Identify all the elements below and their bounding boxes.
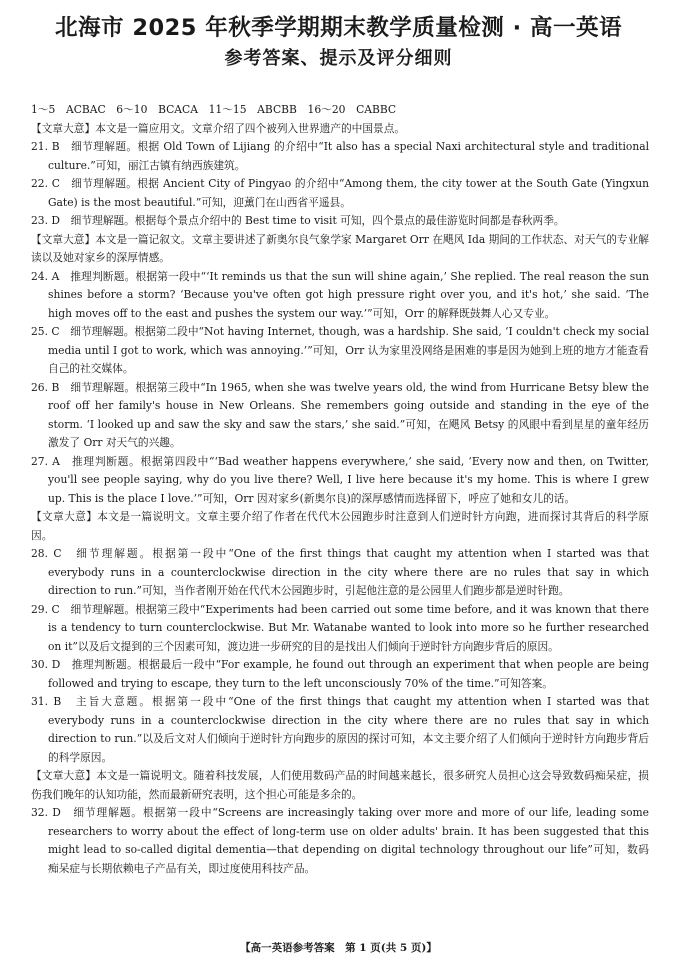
answer-28: 28. C 细节理解题。根据第一段中“One of the first things that caught my attention when I started was that everybody runs in a counterclockwise direction in the city where there are no rules that say in which direction to run.”可知，当作者刚开始在代代木公园跑步时，引起他注意的是公园里人们跑步都是逆时针跑。 [31,547,649,597]
answer-21: 21. B 细节理解题。根据 Old Town of Lijiang 的介绍中“It also has a special Naxi architectural style and traditional culture.”可知，丽江古镇有纳西族建筑。 [31,140,649,172]
answers-line: 1～5 ACBAC 6～10 BCACA 11～15 ABCBB 16～20 CABBC [31,103,397,116]
page-title: 北海市 2025 年秋季学期期末教学质量检测 · 高一英语 [54,15,622,41]
answer-content [31,101,649,878]
answer-23: 23. D 细节理解题。根据每个景点介绍中的 Best time to visit 可知，四个景点的最佳游览时间都是春秋两季。 [31,214,565,227]
answer-25: 25. C 细节理解题。根据第二段中“Not having Internet, though, was a hardship. She said, ‘I couldn't check my social media until I got to work, which was annoying.’”可知，Orr 认为家里没网络是困难的事是因为她到上班的地方才能查看自己的社交媒体。 [31,325,649,375]
page-subtitle: 参考答案、提示及评分细则 [224,48,453,69]
answer-27: 27. A 推理判断题。根据第四段中“‘Bad weather happens everywhere,’ she said, ‘Every now and then, on Twitter, you'll see people saying, why do you live there? Well, I live here because it's my home. This is where I grew up. This is the place I love.’”可知，Orr 因对家乡(新奥尔良)的深厚感情而选择留下，呼应了她和女儿的话。 [31,454,649,505]
answer-24: 24. A 推理判断题。根据第一段中“‘It reminds us that the sun will shine again,’ She replied. The real reason the sun shines before a storm? ‘Because you've often got high pressure right over you, and it's hot,’ she said. ‘The high moves off to the east and pushes the system our way.’”可知，Orr 的解释既鼓舞人心又专业。 [31,269,649,320]
summary-1: 【文章大意】本文是一篇应用文。文章介绍了四个被列入世界遗产的中国景点。 [31,121,406,135]
summary-4: 【文章大意】本文是一篇说明文。随着科技发展，人们使用数码产品的时间越来越长，很多研究人员担心这会导致数码痴呆症，损伤我们晚年的认知功能，然而最新研究表明，这个担心可能是多余的。 [31,769,649,801]
answer-32: 32. D 细节理解题。根据第一段中“Screens are increasingly taking over more and more of our life, leading some researchers to worry about the effect of long-term use on older adults' brain. It has been suggested that this might lead to so-called digital dementia—that depending on digital technology throughout our life”可知，数码痴呆症与长期依赖电子产品有关，即过度使用科技产品。 [31,806,649,875]
answer-29: 29. C 细节理解题。根据第三段中“Experiments had been carried out some time before, and it was known that there is a tendency to turn counterclockwise. But Mr. Watanabe wanted to look into more so he further researched on it”以及后文提到的三个因素可知，渡边进一步研究的目的是找出人们倾向于逆时针方向跑步背后的原因。 [31,602,649,653]
answer-26: 26. B 细节理解题。根据第三段中“In 1965, when she was twelve years old, the wind from Hurricane Betsy blew the roof off her family's house in New Orleans. She remembers going outside and standing in the eye of the storm. ‘I looked up and saw the sky and saw the stars,’ she said.”可知，在飓风 Betsy 的风眼中看到星星的童年经历激发了 Orr 对天气的兴趣。 [31,380,649,449]
answer-22: 22. C 细节理解题。根据 Ancient City of Pingyao 的介绍中“Among them, the city tower at the South Gate (Yingxun Gate) is the most beautiful.”可知，迎薰门在山西省平遥县。 [31,177,649,209]
page-footer: 【高一英语参考答案 第 1 页(共 5 页)】 [240,942,437,954]
answer-30: 30. D 推理判断题。根据最后一段中“For example, he found out through an experiment that when people are being followed and trying to escape, they turn to the left unconsciously 70% of the time.”可知答案。 [31,658,649,690]
answer-31: 31. B 主旨大意题。根据第一段中“One of the first things that caught my attention when I started was that everybody runs in a counterclockwise direction in the city where there are no rules that say in which direction to run.”以及后文对人们倾向于逆时针方向跑步的原因的探讨可知，本文主要介绍了人们倾向于逆时针方向跑步背后的科学原因。 [31,695,649,764]
summary-3: 【文章大意】本文是一篇说明文。文章主要介绍了作者在代代木公园跑步时注意到人们逆时针方向跑，进而探讨其背后的科学原因。 [31,510,649,542]
summary-2: 【文章大意】本文是一篇记叙文。文章主要讲述了新奥尔良气象学家 Margaret Orr 在飓风 Ida 期间的工作状态、对天气的专业解读以及她对家乡的深厚情感。 [31,232,649,264]
